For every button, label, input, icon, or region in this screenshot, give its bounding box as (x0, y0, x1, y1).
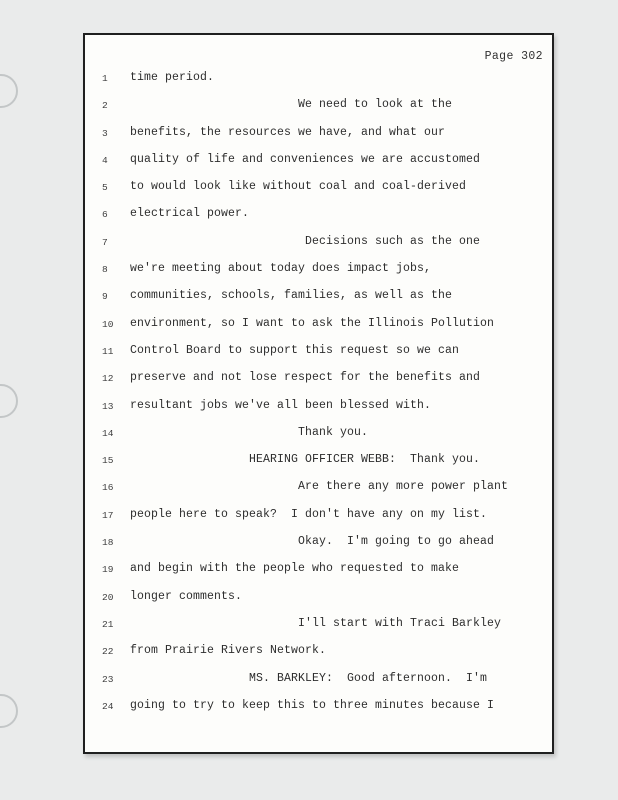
line-text: communities, schools, families, as well as the (130, 289, 453, 303)
line-number: 18 (102, 537, 114, 549)
line-text: time period. (130, 71, 215, 84)
line-number: 14 (102, 427, 114, 439)
line-text: MS. BARKLEY: Good afternoon. I'm (130, 671, 488, 685)
transcript-line (85, 672, 552, 699)
transcript-line (85, 699, 552, 726)
line-number: 12 (102, 373, 114, 385)
transcript-line (85, 235, 552, 262)
line-text: Okay. I'm going to go ahead (130, 535, 495, 549)
line-number: 24 (102, 700, 114, 712)
line-text: Control Board to support this request so we can (130, 343, 460, 357)
line-text: longer comments. (130, 589, 243, 603)
line-number: 15 (102, 455, 114, 467)
binder-hole-top-icon (0, 74, 18, 108)
transcript-line (85, 289, 552, 316)
binder-hole-bottom-icon (0, 694, 18, 728)
line-number: 1 (102, 73, 108, 84)
line-number: 5 (102, 182, 108, 194)
line-text: Are there any more power plant (130, 480, 509, 494)
line-text: and begin with the people who requested to make (130, 562, 460, 576)
line-number: 22 (102, 646, 114, 658)
transcript-line (85, 480, 552, 507)
transcript-line (85, 590, 552, 617)
line-number: 16 (102, 482, 114, 494)
line-number: 20 (102, 591, 114, 603)
line-text: resultant jobs we've all been blessed with. (130, 398, 432, 412)
transcript-line (85, 180, 552, 207)
line-text: HEARING OFFICER WEBB: Thank you. (130, 453, 481, 467)
line-text: We need to look at the (130, 98, 453, 112)
transcript-line (85, 508, 552, 535)
transcript-line (85, 371, 552, 398)
transcript-line (85, 207, 552, 234)
line-number: 11 (102, 345, 114, 357)
line-number: 7 (102, 236, 108, 248)
line-text: quality of life and conveniences we are accustomed (130, 152, 481, 166)
transcript-line (85, 535, 552, 562)
transcript-line (85, 126, 552, 153)
transcript-page (83, 33, 554, 754)
line-number: 21 (102, 618, 114, 630)
transcript-line (85, 71, 552, 98)
transcript-line (85, 399, 552, 426)
line-number: 13 (102, 400, 114, 412)
transcript-line (85, 644, 552, 671)
line-number: 23 (102, 673, 114, 685)
transcript-line (85, 453, 552, 480)
line-text: electrical power. (130, 207, 250, 221)
line-text: we're meeting about today does impact jobs, (130, 262, 432, 276)
line-number: 2 (102, 100, 108, 112)
line-number: 3 (102, 127, 108, 139)
transcript-line (85, 344, 552, 371)
line-text: people here to speak? I don't have any on my list. (130, 507, 488, 521)
transcript-line (85, 317, 552, 344)
line-number: 4 (102, 154, 108, 166)
line-number: 6 (102, 209, 108, 221)
transcript-line (85, 562, 552, 589)
transcript-line (85, 426, 552, 453)
line-text: environment, so I want to ask the Illinois Pollution (130, 316, 495, 330)
line-text: going to try to keep this to three minutes because I (130, 698, 495, 712)
transcript-line (85, 262, 552, 289)
transcript-line (85, 617, 552, 644)
transcript-line (85, 98, 552, 125)
line-text: Decisions such as the one (130, 234, 481, 248)
line-number: 17 (102, 509, 114, 521)
line-text: Thank you. (130, 425, 369, 439)
line-number: 10 (102, 318, 114, 330)
line-number: 19 (102, 564, 114, 576)
binder-hole-middle-icon (0, 384, 18, 418)
line-text: I'll start with Traci Barkley (130, 616, 502, 630)
line-number: 9 (102, 291, 108, 303)
line-number: 8 (102, 264, 108, 276)
line-text: to would look like without coal and coal-derived (130, 180, 467, 194)
line-text: benefits, the resources we have, and what our (130, 125, 446, 139)
page-number-label: Page 302 (484, 50, 543, 63)
transcript-lines (85, 71, 552, 726)
line-text: from Prairie Rivers Network. (130, 644, 327, 658)
transcript-line (85, 153, 552, 180)
line-text: preserve and not lose respect for the benefits and (130, 371, 481, 385)
